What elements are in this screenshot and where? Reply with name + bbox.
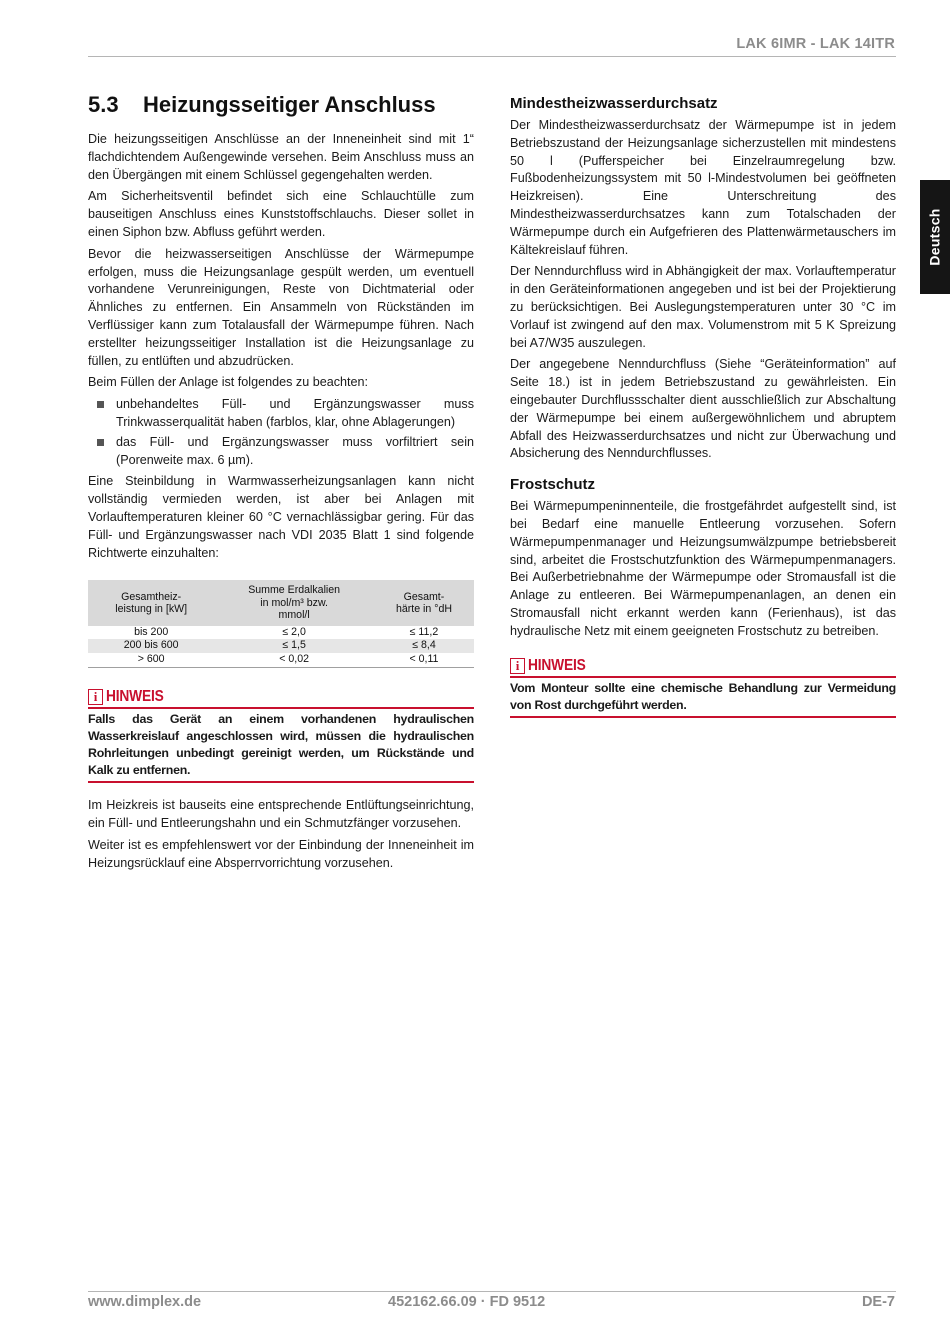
paragraph: Der Mindestheizwasserdurchsatz der Wärmepumpe ist in jedem Betriebszustand der Heizungsanlage sicherzustellen mit mindestens 50 l (Pufferspeicher bei Einzelraumregelung bzw. Fußbodenheizungssystem mit 50 l-Mindestvolumen bei geöffneten Heizkreisen). Eine Unterschreitung des Mindestheizwasserdurchsatzes kann zum Totalschaden der Wärmepumpe durch ein Aufgefrieren des Plattenwärmetauschers im Kältekreislauf führen. [510,118,896,257]
info-icon: i [88,689,103,705]
language-tab-label: Deutsch [927,208,943,266]
table-row [88,626,474,640]
note-header [510,655,896,675]
list-item-text: das Füll- und Ergänzungswasser muss vorfiltriert sein (Porenweite max. 6 µm). [116,434,474,467]
footer-website-link[interactable]: www.dimplex.de [88,1294,202,1310]
table-row [88,653,474,667]
footer-divider [88,1291,896,1292]
table-row [88,639,474,653]
list-item-text: unbehandeltes Füll- und Ergänzungswasser muss Trinkwasserqualität haben (farblos, klar, ohne Ablagerungen) [116,397,474,429]
paragraph: Am Sicherheitsventil befindet sich eine Schlauchtülle zum bauseitigen Anschluss eines Kunststoffschlauchs. Dieser sollet in einen Siphon bzw. Abfluss geführt werden. [88,189,474,239]
table-header-row [88,580,474,626]
table-header-cell: Gesamtheiz- leistung in [kW] [88,580,214,626]
note-label: HINWEIS [106,687,164,705]
requirements-list [88,396,474,469]
table-cell: < 0,02 [214,653,374,667]
list-item [88,434,474,470]
note-text: Vom Monteur sollte eine chemische Behandlung zur Vermeidung von Rost durchgeführt werden. [510,680,896,712]
paragraph: Im Heizkreis ist bauseits eine entsprechende Entlüftungseinrichtung, ein Füll- und Entleerungshahn und ein Schmutzfänger vorzusehen. [88,798,474,831]
table-cell: < 0,11 [374,653,474,667]
paragraph: Der Nenndurchfluss wird in Abhängigkeit der max. Vorlauftemperatur in den Geräteinformationen angegeben und ist bei der Projektierung zu berücksichtigen. Bei Auslegungstemperaturen unter 30 °C im Vorlauf ist zwingend auf den max. Volumenstrom mit 5 K Spreizung bei A7/W35 auszulegen. [510,264,896,350]
language-side-tab[interactable] [920,180,950,294]
paragraph: Eine Steinbildung in Warmwasserheizungsanlagen kann nicht vollständig vermieden werden, ist aber bei Anlagen mit Vorlauftemperaturen kleiner 60 °C vernachlässigbar gering. Für das Füll- und Ergänzungswasser nach VDI 2035 Blatt 1 sind folgende Richtwerte einzuhalten: [88,474,474,560]
table-cell: ≤ 2,0 [282,625,306,638]
water-hardness-table [88,580,474,667]
section-title: Heizungsseitiger Anschluss [143,92,436,117]
table-cell: ≤ 1,5 [214,639,374,653]
paragraph: Der angegebene Nenndurchfluss (Siehe “Geräteinformation” auf Seite 18.) ist in jedem Betriebszustand zu gewährleisten. Ein eingebauter Durchflussschalter dient ausschließlich zur Abschaltung der Wärmepumpe bei einem außergewöhnlichem und abruptem Abfall des Heizwasserdurchsatzes und nicht zur Überwachung und Absicherung des Nenndurchflusses. [510,357,896,461]
section-number: 5.3 [88,92,119,117]
note-bottom-rule [510,716,896,718]
note-label: HINWEIS [528,656,586,674]
table-header-cell: Gesamt- härte in °dH [374,580,474,626]
header-divider [88,56,896,57]
right-column [510,94,896,732]
paragraph: Bevor die heizwasserseitigen Anschlüsse der Wärmepumpe erfolgen, muss die Heizungsanlage gespült werden, um eventuell vorhandene Verunreinigungen, Reste von Dichtmaterial oder Ähnliches zu entfernen. Ein Ansammeln von Rückständen im Verflüssiger kann zum Totalausfall der Wärmepumpe führen. Nach erstellter heizungsseitiger Installation ist die Heizungsanlage zu füllen, zu entlüften und abzudrücken. [88,246,474,368]
document-header-title: LAK 6IMR - LAK 14ITR [736,36,895,52]
paragraph: Bei Wärmepumpeninnenteile, die frostgefährdet aufgestellt sind, ist bei Bedarf eine manuelle Entleerung vorzusehen. Sofern Wärmepumpenmanager und Heizungsumwälzpumpe betriebsbereit sind, arbeitet die Frostschutzfunktion des Wärmepumpenmanagers. Bei Außerbetriebnahme der Wärmepumpe oder Stromausfall ist die Anlage zu entleeren. Bei Wärmepumpenanlagen, an denen ein Stromausfall nicht erkannt werden kann (Ferienhaus), ist das hydraulische Netz mit einem geeigneten Frostschutz zu betreiben. [510,499,896,638]
hinweis-note [510,655,896,718]
square-bullet-icon [97,401,104,408]
left-column [88,90,474,877]
table-cell: > 600 [88,653,214,667]
note-text: Falls das Gerät an einem vorhandenen hydraulischen Wasserkreislauf angeschlossen wird, müssen die hydraulischen Rohrleitungen unbedingt gereinigt werden, um Rückstände und Kalk zu entfernen. [88,711,474,778]
footer-page-number: DE-7 [861,1294,895,1310]
note-bottom-rule [88,781,474,783]
subheading-frostschutz: Frostschutz [510,476,596,494]
hinweis-note [88,686,474,784]
paragraph: Weiter ist es empfehlenswert vor der Einbindung der Inneneinheit im Heizungsrücklauf eine Absperrvorrichtung vorzusehen. [88,838,474,870]
table-cell: ≤ 8,4 [374,639,474,653]
section-heading [88,90,474,120]
list-item [88,396,474,432]
note-header [88,686,474,706]
table-header-cell: Summe Erdalkalien in mol/m³ bzw. mmol/l [214,580,374,626]
paragraph: Beim Füllen der Anlage ist folgendes zu beachten: [88,375,369,390]
table-cell: 200 bis 600 [88,639,214,653]
square-bullet-icon [97,439,104,446]
subheading-mindestheizwasserdurchsatz: Mindestheizwasserdurchsatz [510,95,718,112]
table-cell: ≤ 11,2 [409,625,439,638]
table-cell: bis 200 [134,625,169,638]
paragraph: Die heizungsseitigen Anschlüsse an der Inneneinheit sind mit 1“ flachdichtendem Außengewinde versehen. Beim Anschluss muss an den Übergängen mit einem Schlüssel gegengehalten werden. [88,132,474,182]
info-icon: i [510,658,525,674]
footer-doc-number: 452162.66.09 · FD 9512 [388,1294,546,1310]
